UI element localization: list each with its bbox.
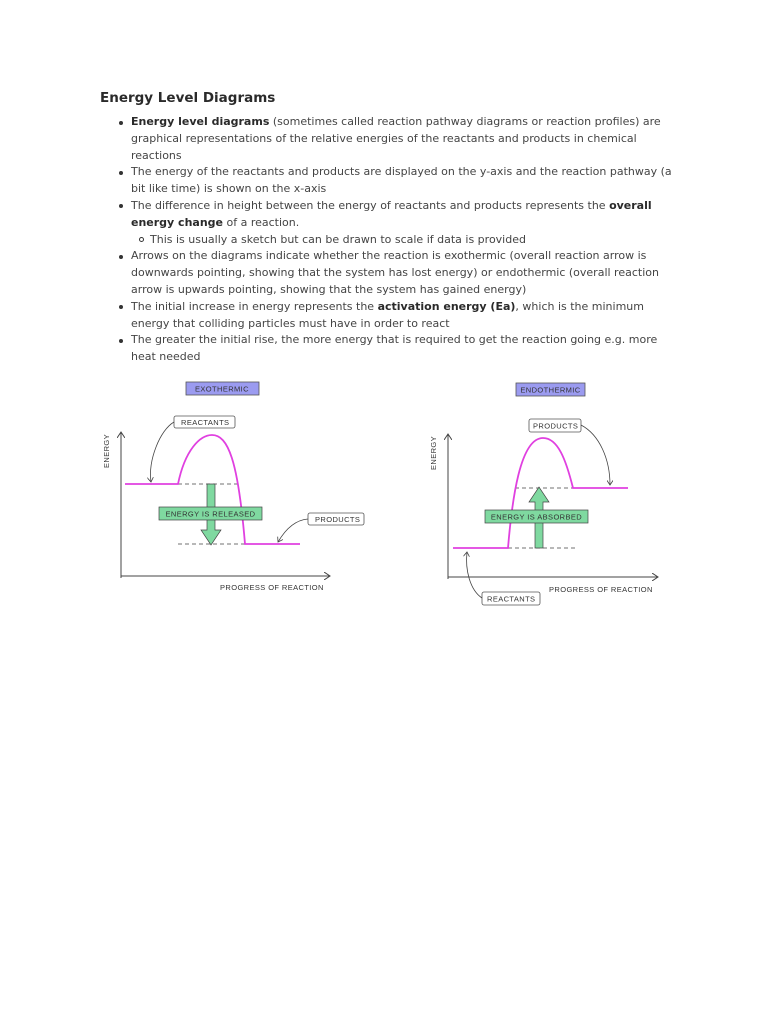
x-axis-label: PROGRESS OF REACTION <box>549 585 653 594</box>
bold-term: overall energy change <box>131 198 652 229</box>
bold-term: Energy level diagrams <box>131 115 270 128</box>
item-text: Arrows on the diagrams indicate whether the reaction is exothermic (overall reaction arrow is downwards pointing, showing that the system has lost energy) or endothermic (overall reaction arrow is upwards pointing, showing that the system has gained energy) <box>131 249 659 296</box>
products-label: PRODUCTS <box>315 515 361 524</box>
endothermic-title: ENDOTHERMIC <box>520 385 581 395</box>
sub-list-item: This is usually a sketch but can be drawn to scale if data is provided <box>150 232 676 249</box>
item-text: The difference in height between the energy of reactants and products represents the <box>131 198 610 212</box>
item-text: , which is the minimum energy that colliding particles must have in order to react <box>131 299 644 330</box>
exothermic-diagram <box>102 382 364 592</box>
bold-term: activation energy (Ea) <box>377 299 516 313</box>
reactants-label: REACTANTS <box>181 418 230 427</box>
x-axis-label: PROGRESS OF REACTION <box>220 583 324 592</box>
item-text: (sometimes called reaction pathway diagrams or reaction profiles) are graphical representations of the relative energies of the reactants and products in chemical reactions <box>131 115 661 162</box>
item-text: The energy of the reactants and products are displayed on the y-axis and the reaction pathway (a bit like time) is shown on the x-axis <box>131 165 672 196</box>
item-text: of a reaction. <box>223 215 300 229</box>
item-text: The initial increase in energy represents the <box>131 299 378 313</box>
exothermic-title: EXOTHERMIC <box>194 384 250 394</box>
products-label: PRODUCTS <box>533 421 579 431</box>
y-axis-label: ENERGY <box>102 433 111 468</box>
y-axis-label: ENERGY <box>429 435 438 470</box>
endothermic-diagram <box>429 383 658 605</box>
item-text: The greater the initial rise, the more energy that is required to get the reaction going e.g. more heat needed <box>131 333 658 364</box>
reactants-label: REACTANTS <box>487 594 536 604</box>
page-title: Energy Level Diagrams <box>100 90 276 106</box>
energy-change-label: ENERGY IS ABSORBED <box>490 512 583 522</box>
energy-change-label: ENERGY IS RELEASED <box>165 509 256 519</box>
